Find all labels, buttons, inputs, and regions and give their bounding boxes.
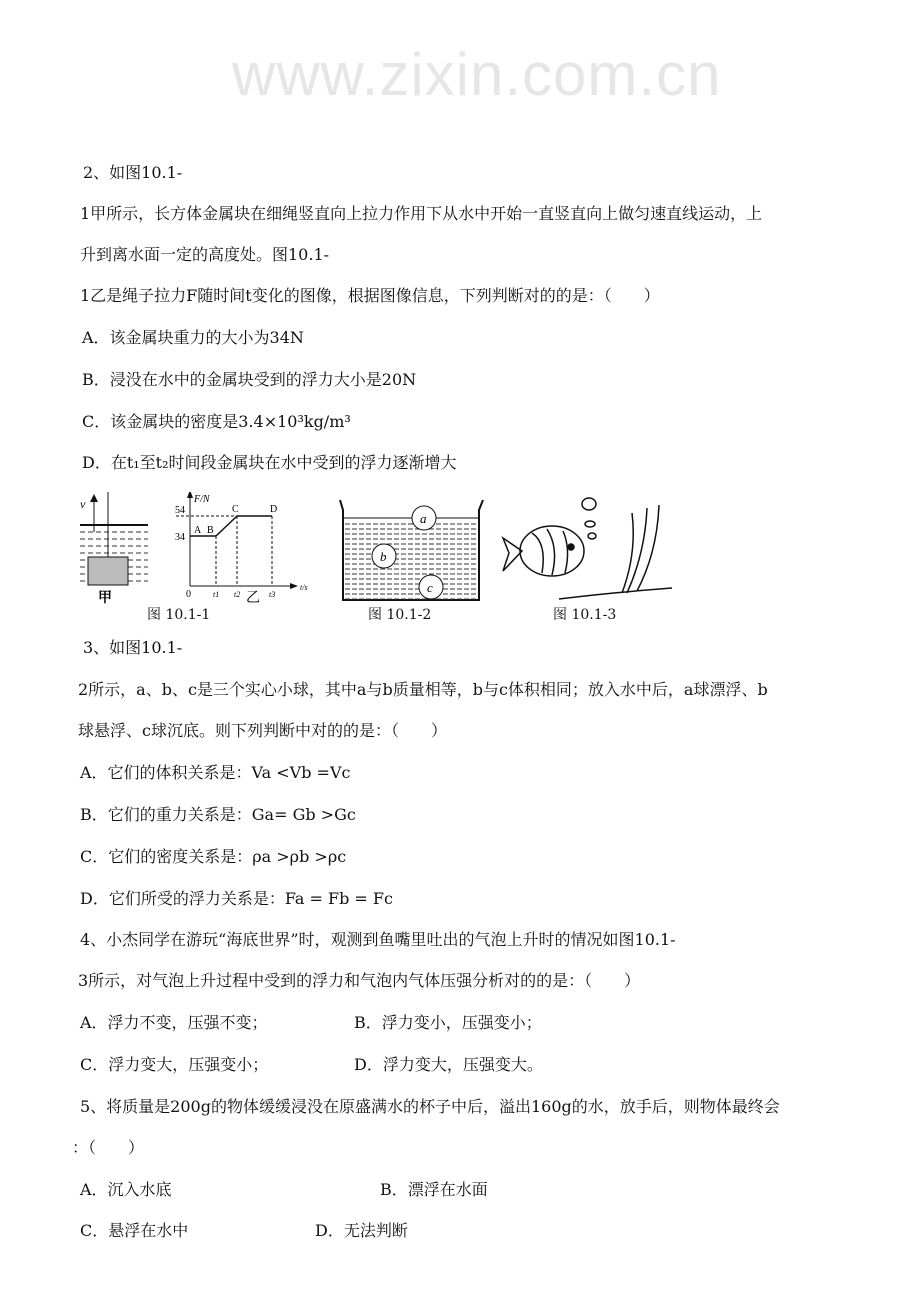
q4-option-b: B．浮力变小，压强变小； [354,1013,542,1032]
q4-option-c: C．浮力变大，压强变小； [80,1055,269,1074]
figure-caption: 图 10.1-2 [368,607,432,623]
q3-option-b: B．它们的重力关系是：Ga= Gb >Gc [80,805,356,824]
bubble-icon [582,498,596,510]
ball-label: a [420,511,427,526]
q5-line: 5、将质量是200g的物体缓缓浸没在原盛满水的杯子中后，溢出160g的水，放手后，则物体最终会 [80,1097,780,1116]
figure-caption: 图 10.1-3 [553,607,617,623]
q2-option-c: C．该金属块的密度是3.4×10³kg/m³ [82,412,351,431]
q2-line: 升到离水面一定的高度处。图10.1- [80,245,330,264]
q3-line: 球悬浮、c球沉底。则下列判断中对的的是：（ ） [78,721,447,740]
x-tick: t2 [234,590,241,599]
q2-line: 1甲所示，长方体金属块在细绳竖直向上拉力作用下从水中开始一直竖直向上做匀速直线运动，上 [80,204,763,223]
y-axis-label: F/N [194,494,210,505]
beaker-jia [80,492,148,604]
figure-10-1-2 [335,496,485,604]
point-label: D [270,504,278,515]
q4-line: 4、小杰同学在游玩“海底世界”时，观测到鱼嘴里吐出的气泡上升时的情况如图10.1- [80,930,676,949]
figure-caption: 图 10.1-1 [147,607,211,623]
point-label: C [232,504,239,515]
watermark: www.zixin.com.cn [232,41,722,108]
q3-option-c: C．它们的密度关系是：ρa >ρb >ρc [80,847,347,866]
q3-option-d: D．它们所受的浮力关系是：Fa = Fb = Fc [80,889,393,908]
q4-option-d: D．浮力变大，压强变大。 [354,1055,543,1074]
q2-option-a: A．该金属块重力的大小为34N [82,328,304,347]
y-tick: 54 [175,505,185,516]
force-time-graph [175,492,308,604]
x-tick: t3 [269,590,276,599]
q2-line: 2、如图10.1- [83,163,183,182]
figure-10-1-3 [497,493,677,603]
q2-option-b: B．浸没在水中的金属块受到的浮力大小是20N [82,370,417,389]
label-jia: 甲 [98,591,112,604]
figure-10-1-1 [80,492,340,604]
x-axis-label: t/s [300,583,308,592]
q5-line: ：（ ） [72,1138,145,1157]
q5-option-d: D．无法判断 [315,1221,408,1240]
q3-line: 3、如图10.1- [83,638,183,657]
q2-option-d: D．在t₁至t₂时间段金属块在水中受到的浮力逐渐增大 [82,453,457,472]
velocity-label: v [80,497,86,511]
origin-label: 0 [186,589,191,600]
x-tick: t1 [213,590,220,599]
label-yi: 乙 [246,591,260,604]
ball-label: b [380,549,387,564]
q4-line: 3所示，对气泡上升过程中受到的浮力和气泡内气体压强分析对的的是：（ ） [78,971,641,990]
q3-option-a: A．它们的体积关系是：Va <Vb =Vc [80,763,351,782]
q5-option-c: C．悬浮在水中 [80,1221,189,1240]
point-label: B [207,525,214,536]
q3-line: 2所示，a、b、c是三个实心小球，其中a与b质量相等，b与c体积相同；放入水中后，a球漂浮、b [78,680,768,699]
point-label: A [194,525,202,536]
y-tick: 34 [175,532,185,543]
q5-option-b: B．漂浮在水面 [380,1180,488,1199]
q4-option-a: A．浮力不变，压强不变； [80,1013,268,1032]
ball-label: c [427,580,433,595]
q2-line: 1乙是绳子拉力F随时间t变化的图像，根据图像信息，下列判断对的的是：（ ） [80,286,660,305]
q5-option-a: A．沉入水底 [80,1180,172,1199]
